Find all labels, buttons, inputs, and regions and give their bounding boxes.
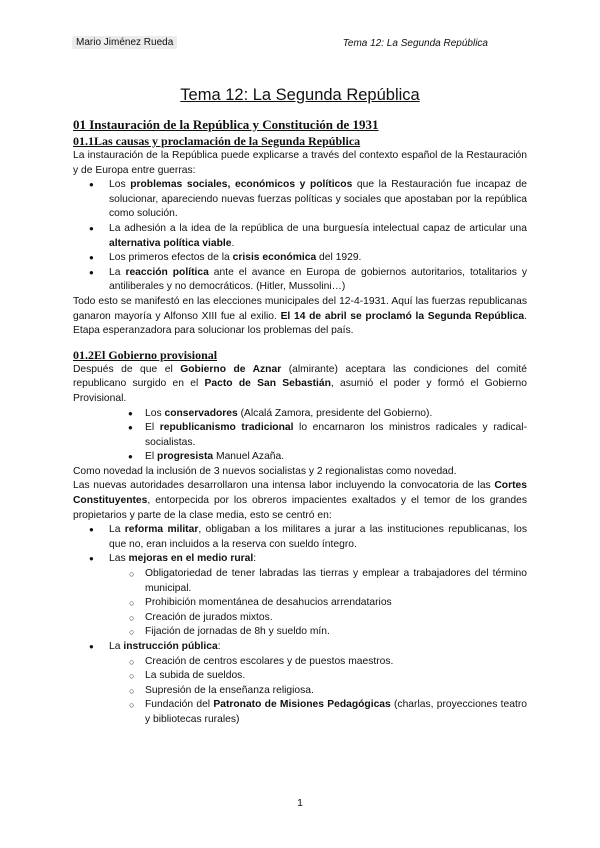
header-author: Mario Jiménez Rueda	[72, 36, 177, 49]
subsection-heading-1-2: 01.2El Gobierno provisional	[73, 347, 218, 362]
government-list	[73, 407, 527, 465]
list-item: ○ Supresión de la enseñanza religiosa.	[73, 684, 527, 699]
list-item: ○ Prohibición momentánea de desahucios arrendatarios	[73, 596, 527, 611]
document-title: Tema 12: La Segunda República	[180, 86, 420, 104]
list-item: ○ Fijación de jornadas de 8h y sueldo mín.	[73, 625, 527, 640]
paragraph-closing: Todo esto se manifestó en las elecciones municipales del 12-4-1931. Aquí las fuerzas republicanas ganaron mayoría y Alfonso XIII fue al exilio. El 14 de abril se proclamó la Segunda República. Etapa esperanzadora para solucionar los problemas del país.	[73, 295, 527, 337]
reforms-list	[73, 523, 527, 727]
paragraph-autoridades: Las nuevas autoridades desarrollaron una intensa labor incluyendo la convocatoria de las Cortes Constituyentes, entorpecida por los obreros impacientes exaltados y el temor de los grandes propietarios y parte de la clase media, esto se centró en:	[73, 480, 527, 521]
paragraph-novedad: Como novedad la inclusión de 3 nuevos socialistas y 2 regionalistas como novedad.	[73, 465, 457, 477]
list-item: ● La adhesión a la idea de la república de una burguesía intelectual capaz de articular una alternativa política viable.	[73, 222, 527, 251]
list-item: ○ Creación de centros escolares y de puestos maestros.	[73, 655, 527, 670]
list-item: ○ Creación de jurados mixtos.	[73, 611, 527, 626]
causes-list	[73, 178, 527, 295]
document-body	[73, 84, 527, 728]
header-topic: Tema 12: La Segunda República	[342, 38, 488, 49]
paragraph-intro: La instauración de la República puede explicarse a través del contexto español de la Restauración y de Europa entre guerras:	[73, 150, 527, 176]
paragraph-gobierno: Después de que el Gobierno de Aznar (almirante) aceptara las condiciones del comité republicano surgido en el Pacto de San Sebastián, asumió el poder y formó el Gobierno Provisional.	[73, 363, 528, 404]
list-item: ● El progresista Manuel Azaña.	[73, 450, 527, 465]
list-item: ● La reforma militar, obligaban a los militares a jurar a las instituciones republicanas, los que no, eran incluidos a la reserva con sueldo íntegro.	[73, 523, 527, 552]
list-item: ○ Obligatoriedad de tener labradas las tierras y emplear a trabajadores del término municipal.	[73, 567, 527, 596]
list-item: ● Los conservadores (Alcalá Zamora, presidente del Gobierno).	[73, 407, 527, 422]
instruction-sublist	[73, 655, 527, 728]
list-item: ● El republicanismo tradicional lo encarnaron los ministros radicales y radical-socialistas.	[73, 421, 527, 450]
rural-sublist	[73, 567, 527, 640]
list-item: ● Los primeros efectos de la crisis económica del 1929.	[73, 251, 527, 266]
page-number: 1	[297, 797, 303, 809]
list-item: ● La reacción política ante el avance en Europa de gobiernos autoritarios, totalitarios y antiliberales y no democráticos. (Hitler, Mussolini…)	[73, 266, 527, 295]
section-heading-1: 01 Instauración de la República y Constitución de 1931	[73, 117, 379, 132]
list-item: ○ Fundación del Patronato de Misiones Pedagógicas (charlas, proyecciones teatro y bibliotecas rurales)	[73, 698, 527, 727]
list-item: ● Las mejoras en el medio rural: ○ Obligatoriedad de tener labradas las tierras y emplear a trabajadores del término municipal. ○ Prohibición momentánea de desahucios arrendatarios ○ Creación de jurados mixtos. ○ Fijación de jornadas de 8h y sueldo mín.	[73, 552, 527, 640]
list-item: ● Los problemas sociales, económicos y políticos que la Restauración fue incapaz de solucionar, apareciendo nuevas fuerzas políticas y sociales que apostaban por la república como solución.	[73, 178, 527, 222]
subsection-heading-1-1: 01.1Las causas y proclamación de la Segunda República	[73, 134, 361, 148]
list-item: ○ La subida de sueldos.	[73, 669, 527, 684]
list-item: ● La instrucción pública: ○ Creación de centros escolares y de puestos maestros. ○ La subida de sueldos. ○ Supresión de la enseñanza religiosa. ○ Fundación del Patronato de Misiones Pedagógicas (charlas, proyecciones teatro y bibliotecas rurales)	[73, 640, 527, 728]
